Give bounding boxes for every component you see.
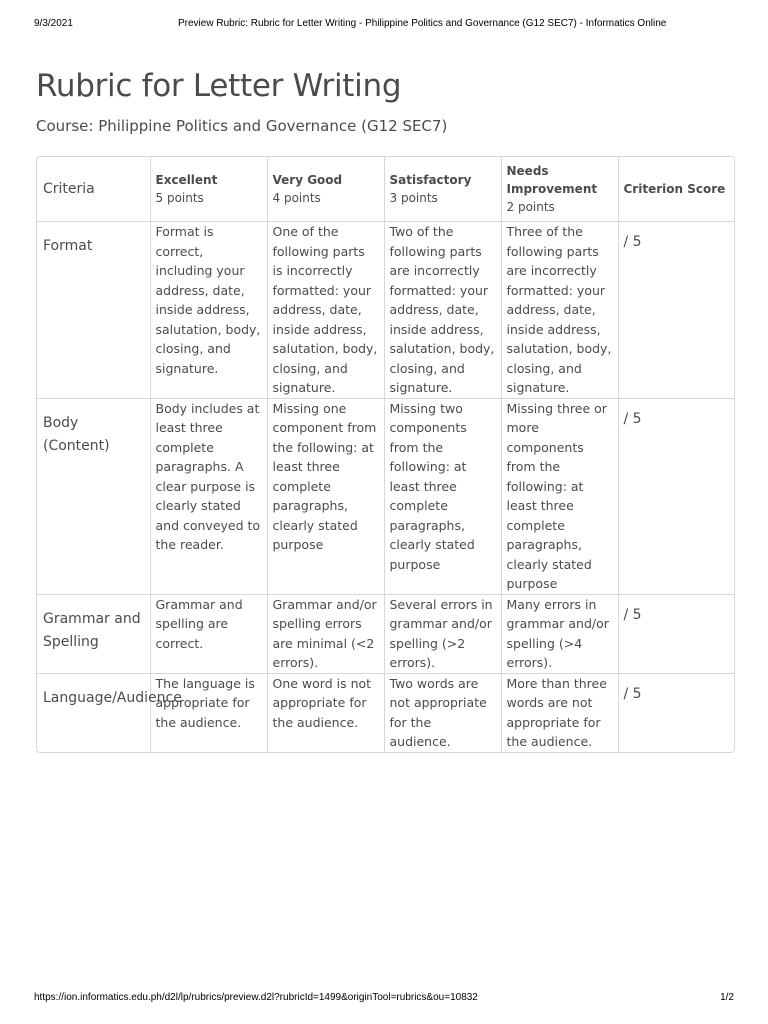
level-points: 4 points xyxy=(272,191,321,205)
criterion-score: / 5 xyxy=(618,594,734,673)
level-description: Grammar and/or spelling errors are minimal (<2 errors). xyxy=(267,594,384,673)
criterion-row-grammar xyxy=(37,594,734,673)
level-points: 3 points xyxy=(389,191,438,205)
page-title: Rubric for Letter Writing xyxy=(36,68,402,104)
level-description: One of the following parts is incorrectly formatted: your address, date, inside address, salutation, body, closing, and signature. xyxy=(267,222,384,399)
level-description: Several errors in grammar and/or spelling (>2 errors). xyxy=(384,594,501,673)
level-description: Body includes at least three complete paragraphs. A clear purpose is clearly stated and conveyed to the reader. xyxy=(150,398,267,594)
print-date: 9/3/2021 xyxy=(34,18,73,29)
level-name: Satisfactory xyxy=(389,173,472,187)
level-header-satisfactory xyxy=(384,157,501,222)
criterion-name: Body (Content) xyxy=(37,398,150,594)
level-description: Missing three or more components from the following: at least three complete paragraphs, clearly stated purpose xyxy=(501,398,618,594)
level-name: Very Good xyxy=(272,173,343,187)
level-header-excellent xyxy=(150,157,267,222)
rubric-table xyxy=(37,157,734,752)
criteria-header: Criteria xyxy=(37,157,150,222)
level-points: 5 points xyxy=(155,191,204,205)
criterion-score: / 5 xyxy=(618,222,734,399)
print-url: https://ion.informatics.edu.ph/d2l/lp/rubrics/preview.d2l?rubricId=1499&originTool=rubrics&ou=10832 xyxy=(34,992,478,1003)
print-page-title: Preview Rubric: Rubric for Letter Writing - Philippine Politics and Governance (G12 SEC7) - Informatics Online xyxy=(178,18,667,29)
criterion-row-language xyxy=(37,673,734,752)
criterion-score: / 5 xyxy=(618,398,734,594)
level-name: Excellent xyxy=(155,173,218,187)
level-description: The language is appropriate for the audience. xyxy=(150,673,267,752)
level-name: Needs Improvement xyxy=(506,164,598,196)
course-name: Course: Philippine Politics and Governance (G12 SEC7) xyxy=(36,117,448,135)
level-header-very-good xyxy=(267,157,384,222)
level-header-needs-improvement xyxy=(501,157,618,222)
rubric-table-container xyxy=(36,156,735,753)
criterion-row-body xyxy=(37,398,734,594)
level-description: Many errors in grammar and/or spelling (>4 errors). xyxy=(501,594,618,673)
level-description: Format is correct, including your address, date, inside address, salutation, body, closing, and signature. xyxy=(150,222,267,399)
level-description: More than three words are not appropriate for the audience. xyxy=(501,673,618,752)
criterion-name: Language/Audience xyxy=(37,673,150,752)
level-points: 2 points xyxy=(506,200,555,214)
criterion-score-header: Criterion Score xyxy=(618,157,734,222)
criterion-score: / 5 xyxy=(623,685,642,702)
level-description: Missing one component from the following: at least three complete paragraphs, clearly stated purpose xyxy=(267,398,384,594)
criterion-name: Format xyxy=(37,222,150,399)
level-description: Missing two components from the following: at least three complete paragraphs, clearly stated purpose xyxy=(384,398,501,594)
level-description: Grammar and spelling are correct. xyxy=(150,594,267,673)
print-page-number: 1/2 xyxy=(720,992,734,1003)
criterion-name: Grammar and Spelling xyxy=(37,594,150,673)
level-description: Two words are not appropriate for the audience. xyxy=(384,673,501,752)
level-description: One word is not appropriate for the audience. xyxy=(267,673,384,752)
level-description: Two of the following parts are incorrectly formatted: your address, date, inside address, salutation, body, closing, and signature. xyxy=(384,222,501,399)
level-description: Three of the following parts are incorrectly formatted: your address, date, inside address, salutation, body, closing, and signature. xyxy=(501,222,618,399)
rubric-header-row xyxy=(37,157,734,222)
criterion-row-format xyxy=(37,222,734,399)
